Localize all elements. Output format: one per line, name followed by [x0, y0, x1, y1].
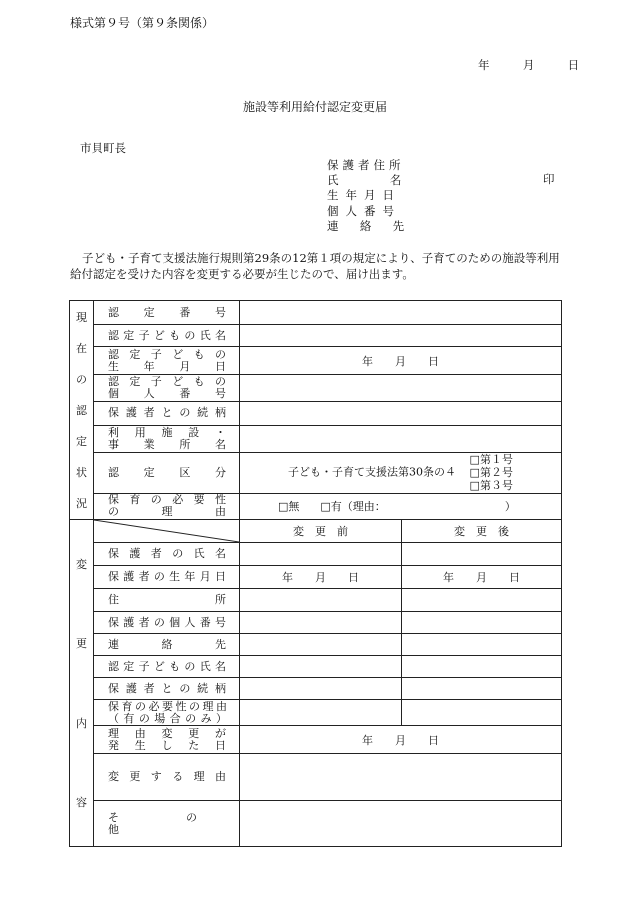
category-options [470, 453, 513, 492]
need-reason-before[interactable] [240, 700, 402, 726]
child-birthdate-field[interactable] [240, 347, 562, 375]
addressee: 市貝町長 [80, 141, 126, 155]
guardian-name-after[interactable] [402, 543, 562, 566]
change-occurred-date-field[interactable] [240, 726, 562, 754]
contact-after[interactable] [402, 634, 562, 656]
applicant-contact-char-3: 先 [392, 219, 405, 233]
side-char: 定 [76, 435, 87, 449]
date-day-label: 日 [567, 58, 580, 72]
guardian-name-label: 保護者の氏名 [94, 543, 240, 566]
certification-category-field[interactable] [240, 452, 562, 493]
label-line-2: （有の場合のみ） [108, 711, 227, 725]
date-placeholder: 年 月 日 [362, 733, 439, 747]
reason-yes-checkbox[interactable]: □有（理由： [320, 500, 386, 514]
category-2-checkbox[interactable]: □第２号 [469, 466, 513, 480]
diagonal-header-cell [94, 520, 240, 543]
contact-before[interactable] [240, 634, 402, 656]
certification-category-label: 認定区分 [94, 452, 240, 493]
side-char: 認 [76, 403, 87, 417]
label-line-1: 利用施設・ [108, 425, 227, 439]
label-line-1: 認定子どもの [108, 375, 227, 389]
address-label: 住所 [94, 589, 240, 612]
category-3-checkbox[interactable]: □第３号 [469, 479, 513, 493]
guardian-individual-number-label: 保護者の個人番号 [94, 612, 240, 634]
date-month-label: 月 [522, 58, 535, 72]
side-char: の [76, 372, 87, 386]
facility-name-label [94, 425, 240, 452]
diagonal-line [94, 520, 239, 542]
date-placeholder: 年 月 日 [282, 571, 359, 584]
need-reason-after[interactable] [402, 700, 562, 726]
after-change-header: 変 更 後 [402, 520, 562, 543]
before-change-header: 変 更 前 [240, 520, 402, 543]
change-relationship-label: 保護者との続柄 [94, 678, 240, 700]
guardian-relationship-label: 保護者との続柄 [94, 402, 240, 425]
childcare-need-reason-label [94, 493, 240, 519]
side-char: 現 [76, 310, 87, 324]
label-line-1: 理由変更が [108, 726, 227, 740]
change-reason-field[interactable] [240, 754, 562, 801]
child-individual-number-label [94, 375, 240, 402]
change-child-name-label: 認定子どもの氏名 [94, 656, 240, 678]
document-title: 施設等利用給付認定変更届 [242, 100, 387, 114]
side-char: 況 [76, 497, 87, 511]
child-name-after[interactable] [402, 656, 562, 678]
relationship-after[interactable] [402, 678, 562, 700]
applicant-name-char-2: 名 [389, 173, 402, 187]
seal-mark: 印 [543, 172, 555, 186]
child-name-label: 認定子どもの氏名 [94, 325, 240, 347]
category-1-checkbox[interactable]: □第１号 [469, 453, 513, 467]
submission-date [478, 57, 579, 73]
applicant-address-label: 保護者住所 [327, 158, 405, 172]
applicant-contact-label [327, 218, 404, 234]
birthdate-placeholder: 年 月 日 [362, 354, 439, 368]
child-birthdate-label [94, 347, 240, 375]
side-char: 更 [76, 637, 87, 651]
childcare-need-reason-field[interactable] [240, 493, 562, 519]
guardian-birthdate-label: 保護者の生年月日 [94, 566, 240, 589]
guardian-individual-number-before[interactable] [240, 612, 402, 634]
applicant-birthdate-label: 生年月日 [327, 188, 401, 202]
change-form-table [69, 300, 562, 847]
side-char: 状 [76, 466, 87, 480]
change-content-side-label [70, 520, 94, 847]
form-number-label: 様式第９号（第９条関係） [70, 16, 215, 30]
certification-number-label: 認定番号 [94, 301, 240, 325]
change-reason-label: 変更する理由 [94, 754, 240, 801]
label-line-2: 生年月日 [108, 359, 227, 373]
label-line-2: 個人番号 [108, 387, 227, 401]
change-occurred-date-label [94, 726, 240, 754]
other-label: その他 [94, 801, 240, 847]
label-line-1: 保育の必要性 [108, 493, 227, 507]
applicant-name-char-1: 氏 [327, 173, 339, 187]
label-line-2: 発生した日 [108, 738, 227, 752]
applicant-name-label [327, 172, 401, 188]
contact-label: 連絡先 [94, 634, 240, 656]
certification-number-field[interactable] [240, 301, 562, 325]
reason-none-checkbox[interactable]: □無 [278, 500, 300, 514]
reason-close-paren: ） [504, 500, 516, 514]
child-name-field[interactable] [240, 325, 562, 347]
guardian-birthdate-before[interactable] [240, 566, 402, 589]
side-char: 内 [76, 716, 87, 730]
guardian-birthdate-after[interactable] [402, 566, 562, 589]
applicant-individual-number-label: 個人番号 [327, 204, 401, 218]
side-char: 容 [76, 796, 87, 810]
child-name-before[interactable] [240, 656, 402, 678]
applicant-contact-char-1: 連 [327, 219, 339, 233]
guardian-relationship-field[interactable] [240, 402, 562, 425]
other-field[interactable] [240, 801, 562, 847]
address-before[interactable] [240, 589, 402, 612]
label-line-1: 認定子どもの [108, 347, 227, 361]
relationship-before[interactable] [240, 678, 402, 700]
label-line-2: の理由 [108, 505, 227, 519]
current-status-side-label [70, 301, 94, 520]
declaration-text: 子ども・子育て支援法施行規則第29条の12第１項の規定により、子育てのための施設等利用給付認定を受けた内容を変更する必要が生じたので、届け出ます。 [70, 251, 560, 281]
guardian-name-before[interactable] [240, 543, 402, 566]
label-line-1: 保育の必要性の理由 [108, 699, 227, 713]
child-individual-number-field[interactable] [240, 375, 562, 402]
side-char: 変 [76, 557, 87, 571]
date-year-label: 年 [478, 58, 490, 72]
guardian-individual-number-after[interactable] [402, 612, 562, 634]
label-line-2: 事業所名 [108, 437, 227, 451]
address-after[interactable] [402, 589, 562, 612]
law-reference: 子ども・子育て支援法第30条の４ [288, 465, 457, 479]
date-placeholder: 年 月 日 [443, 571, 520, 584]
facility-name-field[interactable] [240, 425, 562, 452]
applicant-contact-char-2: 絡 [359, 219, 372, 233]
side-char: 在 [76, 341, 87, 355]
change-need-reason-label [94, 700, 240, 726]
